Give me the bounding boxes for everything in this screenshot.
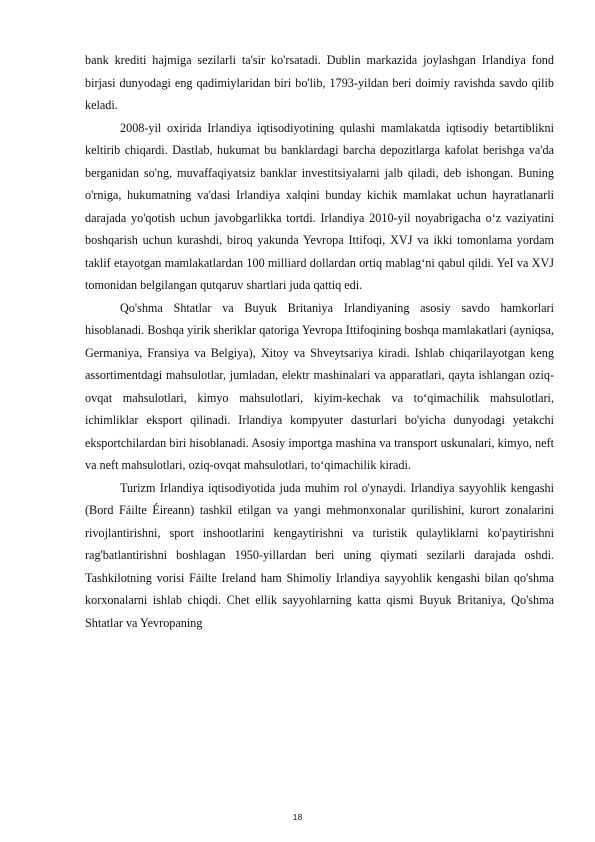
page-number: 18 <box>292 812 303 822</box>
page-body <box>85 49 554 634</box>
paragraph-3: Qo'shma Shtatlar va Buyuk Britaniya Irlandiyaning asosiy savdo hamkorlari hisoblanadi. Boshqa yirik sheriklar qatoriga Yevropa Ittifoqining boshqa mamlakatlari (ayniqsa, Germaniya, Fransiya va Belgiya), Xitoy va Shveytsariya kiradi. Ishlab chiqarilayotgan keng assortimentdagi mahsulotlar, jumladan, elektr mashinalari va apparatlari, qayta ishlangan oziq-ovqat mahsulotlari, kimyo mahsulotlari, kiyim-kechak va to‘qimachilik mahsulotlari, ichimliklar eksport qilinadi. Irlandiya kompyuter dasturlari bo'yicha dunyodagi yetakchi eksportchilardan biri hisoblanadi. Asosiy importga mashina va transport uskunalari, kimyo, neft va neft mahsulotlari, oziq-ovqat mahsulotlari, to‘qimachilik kiradi. <box>85 300 554 472</box>
paragraph-1: bank krediti hajmiga sezilarli ta'sir ko'rsatadi. Dublin markazida joylashgan Irlandiya fond birjasi dunyodagi eng qadimiylaridan biri bo'lib, 1793-yildan beri doimiy ravishda savdo qilib keladi. <box>85 53 554 112</box>
paragraph-4: Turizm Irlandiya iqtisodiyotida juda muhim rol o'ynaydi. Irlandiya sayyohlik kengashi (Bord Fáilte Éireann) tashkil etilgan va yangi mehmonxonalar qurilishini, kurort zonalarini rivojlantirishni, sport inshootlarini kengaytirishni va turistik qulayliklarni ko'paytirishni rag'batlantirishni boshlagan 1950-yillardan beri uning qiymati sezilarli darajada oshdi. Tashkilotning vorisi Fáilte Ireland ham Shimoliy Irlandiya sayyohlik kengashi bilan qo'shma korxonalarni ishlab chiqdi. Chet ellik sayyohlarning katta qismi Buyuk Britaniya, Qo'shma Shtatlar va Yevropaning <box>85 480 554 630</box>
paragraph-2: 2008-yil oxirida Irlandiya iqtisodiyotining qulashi mamlakatda iqtisodiy betartiblikni keltirib chiqardi. Dastlab, hukumat bu banklardagi barcha depozitlarga kafolat berishga va'da berganidan so'ng, muvaffaqiyatsiz banklar investitsiyalarni jalb qiladi, deb ishongan. Buning o'rniga, hukumatning va'dasi Irlandiya xalqini bunday kichik mamlakat uchun hayratlanarli darajada yo'qotish uchun javobgarlikka tortdi. Irlandiya 2010-yil noyabrigacha o‘z vaziyatini boshqarish uchun kurashdi, biroq yakunda Yevropa Ittifoqi, XVJ va ikki tomonlama yordam taklif etayotgan mamlakatlardan 100 milliard dollardan ortiq mablag‘ni qabul qildi. YeI va XVJ tomonidan belgilangan qutqaruv shartlari juda qattiq edi. <box>85 120 554 292</box>
